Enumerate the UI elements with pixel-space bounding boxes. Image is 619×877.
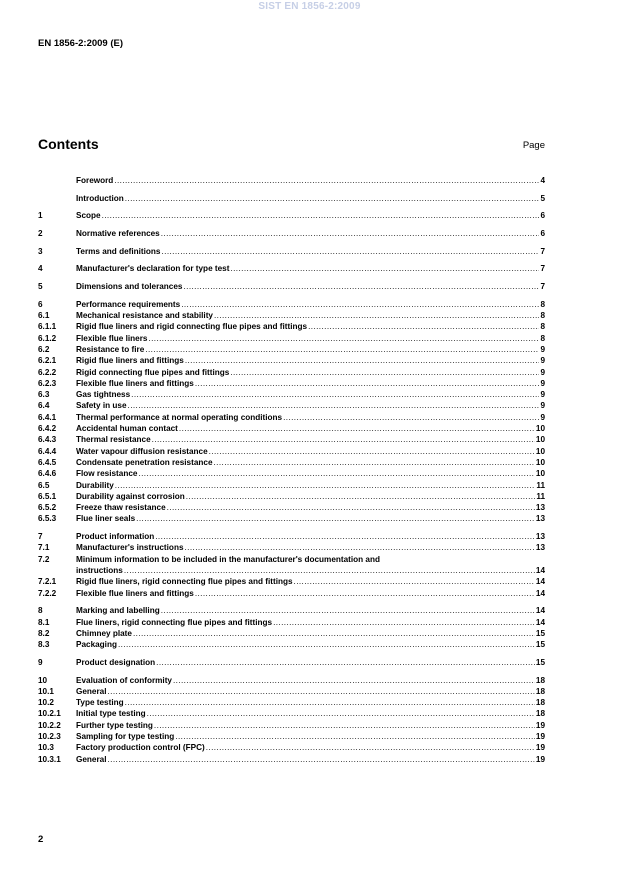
- toc-entry-title: Performance requirements: [76, 299, 181, 309]
- toc-entry[interactable]: [38, 675, 545, 686]
- toc-entry-page: 19: [535, 732, 545, 742]
- toc-entry[interactable]: [38, 333, 545, 344]
- toc-entry-page: 19: [535, 754, 545, 764]
- toc-entry-number: 7.2.1: [38, 577, 57, 587]
- toc-leader-dots: [133, 628, 535, 639]
- toc-entry-title: Initial type testing: [76, 709, 146, 719]
- toc-entry-number: 6.4.2: [38, 424, 57, 434]
- toc-entry-number: 8.1: [38, 617, 50, 627]
- toc-leader-dots: [185, 355, 540, 366]
- toc-entry[interactable]: [38, 639, 545, 650]
- toc-entry-number: 7.2: [38, 554, 50, 564]
- toc-entry-page: 19: [535, 743, 545, 753]
- toc-entry-page: 10: [535, 457, 545, 467]
- toc-entry-number: 4: [38, 264, 43, 274]
- toc-leader-dots: [114, 175, 539, 186]
- toc-entry-number: 10.3: [38, 743, 54, 753]
- toc-entry-title: Dimensions and tolerances: [76, 282, 183, 292]
- toc-entry-page: 5: [540, 193, 545, 203]
- toc-entry-number: 6.4.3: [38, 435, 57, 445]
- toc-entry[interactable]: [38, 355, 545, 366]
- toc-entry-title: Rigid flue liners and fittings: [76, 356, 184, 366]
- toc-entry-page: 9: [540, 378, 545, 388]
- toc-entry-page: 7: [540, 282, 545, 292]
- toc-entry-page: 13: [535, 543, 545, 553]
- toc-entry[interactable]: [38, 628, 545, 639]
- toc-leader-dots: [161, 605, 535, 616]
- toc-entry[interactable]: [38, 310, 545, 321]
- toc-entry-number: 6.2.3: [38, 378, 57, 388]
- toc-entry[interactable]: [38, 754, 545, 765]
- toc-entry-number: 6.2.1: [38, 356, 57, 366]
- toc-entry-title: Evaluation of conformity: [76, 675, 172, 685]
- toc-entry-title: Factory production control (FPC): [76, 743, 205, 753]
- toc-entry-number: 8.2: [38, 628, 50, 638]
- toc-entry-page: 11: [536, 480, 545, 490]
- toc-entry-number: 6.4.4: [38, 446, 57, 456]
- toc-entry-page: 10: [535, 435, 545, 445]
- toc-entry-number: 6.4: [38, 401, 50, 411]
- toc-entry[interactable]: [38, 367, 545, 378]
- toc-leader-dots: [125, 697, 535, 708]
- toc-entry-title: Rigid connecting flue pipes and fittings: [76, 367, 230, 377]
- toc-leader-dots: [185, 542, 535, 553]
- toc-entry-page: 8: [540, 322, 545, 332]
- toc-leader-dots: [195, 588, 535, 599]
- toc-entry[interactable]: [38, 542, 545, 553]
- toc-entry[interactable]: [38, 210, 545, 221]
- toc-leader-dots: [124, 565, 535, 576]
- toc-entry-page: 10: [535, 469, 545, 479]
- toc-leader-dots: [155, 531, 535, 542]
- toc-entry-number: 5: [38, 282, 43, 292]
- toc-entry[interactable]: [38, 246, 545, 257]
- toc-entry-title: Water vapour diffusion resistance: [76, 446, 208, 456]
- toc-entry-number: 6.5.3: [38, 514, 57, 524]
- toc-leader-dots: [118, 639, 535, 650]
- toc-entry-page: 15: [535, 640, 545, 650]
- toc-entry[interactable]: [38, 400, 545, 411]
- toc-entry[interactable]: [38, 605, 545, 616]
- toc-entry-title: Accidental human contact: [76, 424, 178, 434]
- toc-entry-page: 10: [535, 446, 545, 456]
- toc-entry[interactable]: [38, 657, 545, 668]
- toc-entry-title: Rigid flue liners, rigid connecting flue pipes and fittings: [76, 577, 293, 587]
- toc-entry[interactable]: [38, 468, 545, 479]
- toc-entry-number: 6.5.2: [38, 503, 57, 513]
- toc-entry[interactable]: [38, 531, 545, 542]
- toc-entry[interactable]: [38, 697, 545, 708]
- toc-entry[interactable]: [38, 434, 545, 445]
- toc-entry-page: 6: [540, 211, 545, 221]
- toc-entry-title: Durability against corrosion: [76, 491, 185, 501]
- toc-entry-page: 10: [535, 424, 545, 434]
- toc-entry-page: 7: [540, 246, 545, 256]
- toc-entry-page: 14: [535, 606, 545, 616]
- toc-leader-dots: [128, 400, 540, 411]
- toc-leader-dots: [308, 321, 539, 332]
- toc-entry-number: 10.2: [38, 698, 54, 708]
- toc-entry[interactable]: [38, 193, 545, 204]
- toc-leader-dots: [181, 299, 539, 310]
- toc-entry-title: Scope: [76, 211, 101, 221]
- toc-entry-title: Manufacturer's declaration for type test: [76, 264, 230, 274]
- toc-entry-number: 6.1.1: [38, 322, 57, 332]
- toc-entry-page: 9: [540, 367, 545, 377]
- toc-entry-title: Flue liner seals: [76, 514, 136, 524]
- toc-entry-title: Further type testing: [76, 720, 153, 730]
- toc-leader-dots: [273, 617, 535, 628]
- toc-entry[interactable]: [38, 617, 545, 628]
- toc-entry-page: 19: [535, 720, 545, 730]
- toc-entry-page: 4: [540, 176, 545, 185]
- toc-entry-title: Resistance to fire: [76, 345, 145, 354]
- toc-entry-page: 9: [540, 345, 545, 354]
- toc-entry-title: Introduction: [76, 193, 124, 203]
- toc-leader-dots: [115, 480, 536, 491]
- toc-entry-title: Condensate penetration resistance: [76, 457, 213, 467]
- toc-leader-dots: [108, 686, 535, 697]
- toc-leader-dots: [214, 310, 539, 321]
- watermark: SIST EN 1856-2:2009: [258, 1, 361, 12]
- toc-entry-page: 14: [535, 617, 545, 627]
- toc-leader-dots: [195, 378, 540, 389]
- toc-entry-number: 10.2.1: [38, 709, 61, 719]
- toc-entry[interactable]: [38, 299, 545, 310]
- toc-entry-number: 6.1: [38, 311, 50, 321]
- page-column-label: Page: [522, 140, 545, 151]
- toc-entry-title: Packaging: [76, 640, 117, 650]
- toc-entry-title: Sampling for type testing: [76, 732, 175, 742]
- toc-leader-dots: [214, 457, 535, 468]
- toc-entry[interactable]: [38, 588, 545, 599]
- toc-entry-title: Flexible flue liners and fittings: [76, 588, 194, 598]
- toc-entry-page: 9: [540, 401, 545, 411]
- toc-entry-number: 6.2.2: [38, 367, 57, 377]
- toc-entry-page: 13: [535, 503, 545, 513]
- toc-entry-title: Foreword: [76, 176, 114, 185]
- toc-entry[interactable]: [38, 389, 545, 400]
- toc-entry-number: 9: [38, 657, 43, 667]
- toc-entry-title: Manufacturer's instructions: [76, 543, 184, 553]
- toc-leader-dots: [154, 720, 535, 731]
- toc-entry-page: 18: [535, 675, 545, 685]
- toc-leader-dots: [283, 412, 539, 423]
- toc-leader-dots: [161, 228, 540, 239]
- toc-entry-title: Product designation: [76, 657, 156, 667]
- toc-leader-dots: [230, 367, 539, 378]
- toc-entry[interactable]: [38, 281, 545, 292]
- toc-entry-title: Marking and labelling: [76, 606, 160, 616]
- toc-entry-page: 13: [535, 532, 545, 542]
- toc-entry-title-continued: instructions: [76, 566, 123, 576]
- toc-entry-title: Thermal resistance: [76, 435, 151, 445]
- toc-entry-title: Product information: [76, 532, 155, 542]
- toc-entry[interactable]: [38, 446, 545, 457]
- toc-entry[interactable]: [38, 457, 545, 468]
- toc-entry-number: 6.4.1: [38, 412, 57, 422]
- toc-entry-title: Flue liners, rigid connecting flue pipes and fittings: [76, 617, 273, 627]
- toc-entry-title: Durability: [76, 480, 114, 490]
- toc-entry[interactable]: [38, 491, 545, 502]
- contents-heading: Contents: [38, 136, 99, 152]
- toc-entry-number: 10.3.1: [38, 754, 61, 764]
- toc-entry-number: 6.5: [38, 480, 50, 490]
- toc-leader-dots: [183, 281, 539, 292]
- toc-leader-dots: [209, 446, 535, 457]
- toc-entry-title: Flexible flue liners: [76, 333, 148, 343]
- toc-entry-number: 3: [38, 246, 43, 256]
- toc-entry[interactable]: [38, 228, 545, 239]
- toc-entry-title: Minimum information to be included in the manufacturer's documentation and: [76, 554, 380, 564]
- toc-entry[interactable]: [38, 731, 545, 742]
- toc-entry-title: General: [76, 754, 107, 764]
- toc-entry[interactable]: [38, 423, 545, 434]
- toc-leader-dots: [186, 491, 536, 502]
- toc-entry-number: 6: [38, 299, 43, 309]
- toc-entry-number: 8.3: [38, 640, 50, 650]
- toc-entry-page: 18: [535, 686, 545, 696]
- toc-entry-number: 8: [38, 606, 43, 616]
- toc-entry-continuation[interactable]: [38, 565, 545, 576]
- toc-leader-dots: [152, 434, 535, 445]
- toc-leader-dots: [156, 657, 535, 668]
- toc-leader-dots: [161, 246, 539, 257]
- toc-entry[interactable]: [38, 554, 545, 565]
- toc-leader-dots: [175, 731, 535, 742]
- toc-entry[interactable]: [38, 742, 545, 753]
- toc-entry[interactable]: [38, 480, 545, 491]
- toc-entry[interactable]: [38, 378, 545, 389]
- toc-entry-number: 6.3: [38, 390, 50, 400]
- toc-leader-dots: [136, 513, 535, 524]
- toc-leader-dots: [131, 389, 539, 400]
- toc-leader-dots: [138, 468, 534, 479]
- toc-leader-dots: [147, 708, 535, 719]
- toc-entry[interactable]: [38, 576, 545, 587]
- toc-entry-page: 8: [540, 311, 545, 321]
- toc-leader-dots: [206, 742, 535, 753]
- toc-entry-title: Flow resistance: [76, 469, 138, 479]
- document-id: EN 1856-2:2009 (E): [38, 38, 124, 49]
- toc-entry-page: 13: [535, 514, 545, 524]
- toc-entry-number: 7: [38, 532, 43, 542]
- toc-entry-number: 2: [38, 229, 43, 239]
- toc-leader-dots: [173, 675, 535, 686]
- toc-entry-page: 11: [536, 491, 545, 501]
- toc-entry-page: 8: [540, 333, 545, 343]
- toc-entry-page: 9: [540, 356, 545, 366]
- toc-entry-page: 15: [535, 657, 545, 667]
- toc-entry-number: 10.2.2: [38, 720, 61, 730]
- toc-entry-title: Mechanical resistance and stability: [76, 311, 213, 321]
- toc-entry-page: 9: [540, 390, 545, 400]
- toc-entry-number: 7.2.2: [38, 588, 57, 598]
- toc-leader-dots: [167, 502, 535, 513]
- toc-entry[interactable]: [38, 686, 545, 697]
- toc-entry[interactable]: [38, 513, 545, 524]
- toc-leader-dots: [230, 263, 539, 274]
- toc-leader-dots: [102, 210, 540, 221]
- toc-leader-dots: [125, 193, 540, 204]
- toc-entry-number: 6.2: [38, 345, 50, 354]
- toc-leader-dots: [179, 423, 535, 434]
- toc-entry-number: 6.4.6: [38, 469, 57, 479]
- toc-entry-title: Flexible flue liners and fittings: [76, 378, 194, 388]
- toc-entry-number: 6.1.2: [38, 333, 57, 343]
- toc-entry-number: 7.1: [38, 543, 50, 553]
- toc-entry-page: 6: [540, 229, 545, 239]
- toc-leader-dots: [294, 576, 535, 587]
- toc-entry-page: 15: [535, 628, 545, 638]
- toc-entry-title: Normative references: [76, 229, 160, 239]
- toc-entry-number: 10.1: [38, 686, 54, 696]
- toc-entry[interactable]: [38, 720, 545, 731]
- toc-leader-dots: [108, 754, 535, 765]
- toc-entry-page: 18: [535, 698, 545, 708]
- toc-leader-dots: [148, 333, 539, 344]
- toc-entry-title: Terms and definitions: [76, 246, 161, 256]
- toc-entry-number: 6.5.1: [38, 491, 57, 501]
- toc-entry-number: 1: [38, 211, 43, 221]
- toc-entry-title: Thermal performance at normal operating conditions: [76, 412, 283, 422]
- toc-entry-page: 18: [535, 709, 545, 719]
- toc-entry-title: Freeze thaw resistance: [76, 503, 166, 513]
- toc-entry[interactable]: [38, 344, 545, 355]
- toc-entry-title: General: [76, 686, 107, 696]
- toc-entry[interactable]: [38, 412, 545, 423]
- toc-entry[interactable]: [38, 708, 545, 719]
- toc-entry[interactable]: [38, 263, 545, 274]
- toc-entry-title: Chimney plate: [76, 628, 132, 638]
- page-number: 2: [38, 834, 44, 845]
- toc-entry-title: Rigid flue liners and rigid connecting flue pipes and fittings: [76, 322, 308, 332]
- toc-leader-dots: [145, 344, 539, 355]
- toc-entry-number: 10.2.3: [38, 732, 61, 742]
- toc-entry-page: 9: [540, 412, 545, 422]
- toc-entry-page: 14: [535, 577, 545, 587]
- table-of-contents: [38, 175, 545, 765]
- toc-entry[interactable]: [38, 502, 545, 513]
- toc-entry-title: Safety in use: [76, 401, 127, 411]
- toc-entry[interactable]: [38, 321, 545, 332]
- toc-entry-page: 14: [535, 566, 545, 576]
- toc-entry-number: 10: [38, 675, 48, 685]
- toc-entry-page: 7: [540, 264, 545, 274]
- toc-entry-title: Gas tightness: [76, 390, 131, 400]
- toc-entry-page: 14: [535, 588, 545, 598]
- toc-entry[interactable]: [38, 175, 545, 186]
- toc-entry-number: 6.4.5: [38, 457, 57, 467]
- toc-entry-page: 8: [540, 299, 545, 309]
- toc-entry-title: Type testing: [76, 698, 124, 708]
